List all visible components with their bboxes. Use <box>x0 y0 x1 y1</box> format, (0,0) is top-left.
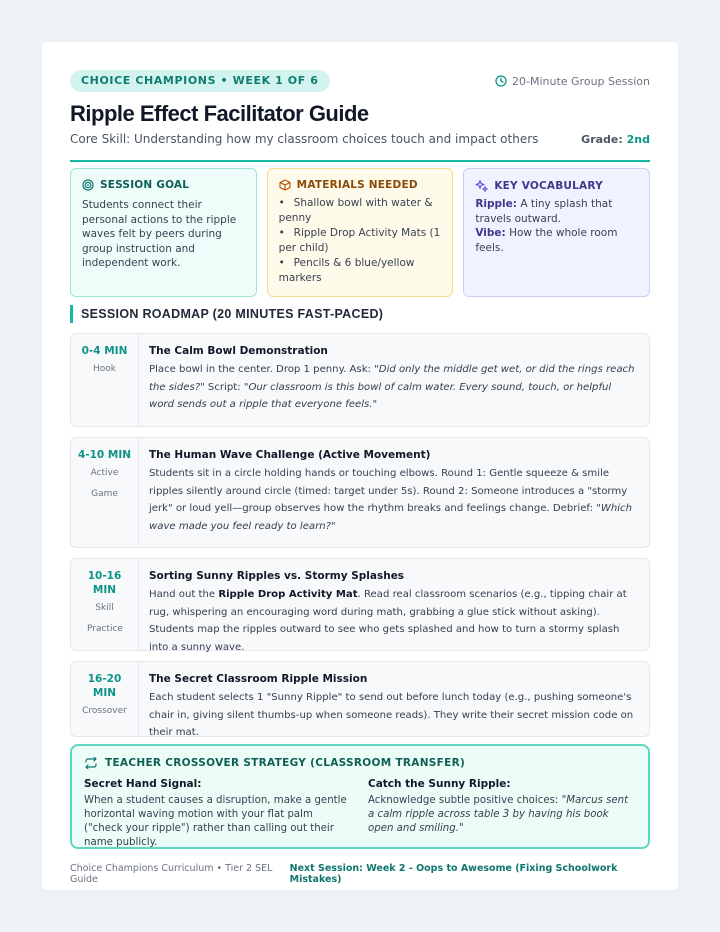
step-description: Place bowl in the center. Drop 1 penny. Ask: "Did only the middle get wet, or did the rings reach the sides?" Script: "Our classroom is this bowl of calm water. Every sound, touch, or helpful word sends out a ripple that everyone feels." <box>149 364 635 410</box>
grade-label: Grade: <box>581 132 623 146</box>
step-description: Hand out the Ripple Drop Activity Mat. Read real classroom scenarios (e.g., tipping chair at rug, whispering an encouraging word during math, grabbing a glue stick without asking). Students map the ripples outward to see who gets splashed and how to turn a stormy splash into a sunny wave. <box>149 589 627 653</box>
step-time: 4-10 MIN <box>77 449 132 461</box>
vocab-term: Ripple: <box>475 198 517 210</box>
repeat-arrows-icon <box>84 757 98 769</box>
box-icon <box>279 179 291 191</box>
vocabulary-box <box>463 168 650 297</box>
week-pill: CHOICE CHAMPIONS • WEEK 1 OF 6 <box>70 70 330 92</box>
step-phase: Active Game <box>90 468 119 499</box>
teacher-strategy-box <box>70 744 650 849</box>
session-goal-heading <box>82 179 245 191</box>
step-title: The Human Wave Challenge (Active Movement) <box>149 449 431 461</box>
grade <box>581 133 650 146</box>
materials-item: • Shallow bowl with water & penny <box>278 197 433 224</box>
footer-next-session: Next Session: Week 2 - Oops to Awesome (Fixing Schoolwork Mistakes) <box>289 863 618 885</box>
session-length-text: 20-Minute Group Session <box>512 74 650 88</box>
step-body <box>139 559 649 653</box>
step-phase: Skill Practice <box>87 603 123 634</box>
vocabulary-list <box>475 197 638 255</box>
roadmap-step <box>70 558 650 651</box>
step-time: 10-16 MIN <box>87 570 122 596</box>
vocab-definition: A tiny splash that travels outward. <box>475 198 613 225</box>
guide-page <box>42 42 678 890</box>
step-description: Students sit in a circle holding hands or touching elbows. Round 1: Gentle squeeze & smile ripples silently around circle (timed: target under 5s). Round 2: Someone introduces a "stormy jerk" or loud yell—group observes how the rhythm breaks and feelings change. Debrief: "Which wave made you feel ready to learn?" <box>149 468 632 532</box>
roadmap-step <box>70 661 650 737</box>
subtitle-row <box>70 130 650 148</box>
materials-item: • Pencils & 6 blue/yellow markers <box>278 257 415 284</box>
step-phase: Hook <box>93 364 116 374</box>
vocabulary-heading <box>475 179 638 192</box>
step-title: The Calm Bowl Demonstration <box>149 345 328 357</box>
step-body <box>139 334 649 426</box>
grade-value: 2nd <box>626 132 650 146</box>
vocab-term: Vibe: <box>475 227 506 239</box>
strategy-right <box>368 777 636 850</box>
materials-item: • Ripple Drop Activity Mats (1 per child) <box>278 227 441 254</box>
step-time: 0-4 MIN <box>81 345 128 357</box>
roadmap-step <box>70 333 650 427</box>
session-goal-box <box>70 168 257 297</box>
vocabulary-title: KEY VOCABULARY <box>494 179 603 192</box>
sparkles-icon <box>475 179 488 192</box>
vocab-definition: How the whole room feels. <box>475 227 618 254</box>
step-body <box>139 438 649 547</box>
page-footer <box>70 863 650 885</box>
roadmap-heading: SESSION ROADMAP (20 MINUTES FAST-PACED) <box>70 305 650 323</box>
vocab-item <box>475 226 638 255</box>
step-time: 16-20 MIN <box>87 673 122 699</box>
vocab-item <box>475 197 638 226</box>
target-icon <box>82 179 94 191</box>
step-title: Sorting Sunny Ripples vs. Stormy Splashes <box>149 570 405 582</box>
strategy-left-title: Secret Hand Signal: <box>84 778 202 790</box>
step-description: Each student selects 1 "Sunny Ripple" to send out before lunch today (e.g., pushing someone's chair in, giving silent thumbs-up when someone reads). They write their secret mission code on their mat. <box>149 692 634 738</box>
strategy-heading <box>84 757 636 769</box>
clock-icon <box>495 75 507 87</box>
page-title: Ripple Effect Facilitator Guide <box>70 101 369 126</box>
strategy-left <box>84 777 352 850</box>
step-title: The Secret Classroom Ripple Mission <box>149 673 368 685</box>
step-phase: Crossover <box>82 706 127 716</box>
session-length <box>495 75 650 88</box>
session-goal-text: Students connect their personal actions to the ripple waves felt by peers during group instruction and independent work. <box>82 199 237 269</box>
header-top-row <box>70 70 650 92</box>
step-time-column <box>71 559 139 650</box>
core-skill: Core Skill: Understanding how my classroom choices touch and impact others <box>70 132 539 146</box>
session-goal-title: SESSION GOAL <box>100 179 190 191</box>
footer-curriculum: Choice Champions Curriculum • Tier 2 SEL Guide <box>70 863 273 885</box>
header-divider <box>70 160 650 162</box>
materials-list <box>279 196 442 285</box>
strategy-title: TEACHER CROSSOVER STRATEGY (CLASSROOM TRANSFER) <box>105 757 466 769</box>
step-body <box>139 662 649 736</box>
strategy-right-text: Acknowledge subtle positive choices: "Marcus sent a calm ripple across table 3 by having his book open and smiling." <box>368 795 629 834</box>
materials-box <box>267 168 454 297</box>
step-time-column <box>71 438 139 547</box>
strategy-left-text: When a student causes a disruption, make a gentle horizontal waving motion with your flat palm ("check your ripple") rather than calling out their name publicly. <box>84 795 347 848</box>
strategy-columns <box>84 777 636 850</box>
roadmap-step <box>70 437 650 548</box>
strategy-right-title: Catch the Sunny Ripple: <box>368 778 511 790</box>
info-boxes <box>70 168 650 297</box>
materials-heading <box>279 179 442 191</box>
step-time-column <box>71 334 139 426</box>
materials-title: MATERIALS NEEDED <box>296 179 418 191</box>
step-time-column <box>71 662 139 736</box>
